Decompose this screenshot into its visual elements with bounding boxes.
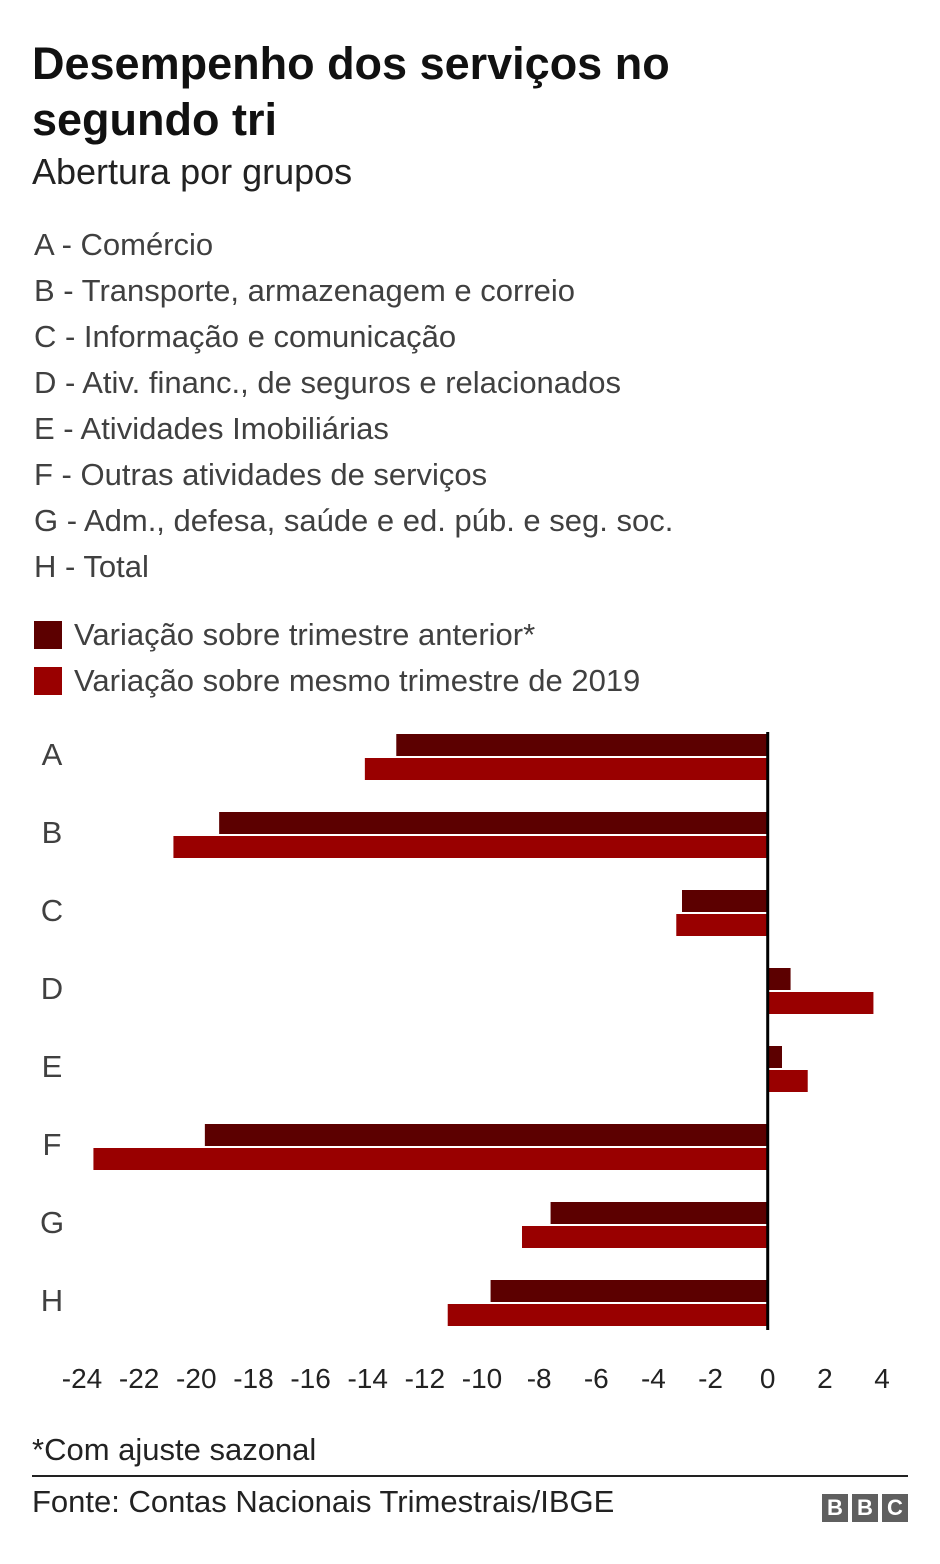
legend-label-same-quarter-2019: Variação sobre mesmo trimestre de 2019 <box>74 663 641 698</box>
category-label-f: F <box>42 1127 62 1163</box>
bar-h-series-1 <box>491 1280 768 1302</box>
bar-f-series-2 <box>93 1148 767 1170</box>
legend-swatch-prev-quarter <box>34 621 62 649</box>
legend-item-prev-quarter <box>34 612 640 658</box>
x-tick-label: -6 <box>583 1363 609 1394</box>
legend-swatch-same-quarter-2019 <box>34 667 62 695</box>
bbc-logo <box>818 1494 908 1522</box>
group-key-item: C - Informação e comunicação <box>34 319 457 354</box>
x-tick-label: -2 <box>698 1363 724 1394</box>
chart-subtitle: Abertura por grupos <box>32 151 353 192</box>
logo-letter: B <box>852 1494 878 1522</box>
bar-f-series-1 <box>205 1124 768 1146</box>
category-label-b: B <box>41 815 63 851</box>
bar-d-series-1 <box>768 968 791 990</box>
bar-b-series-1 <box>219 812 768 834</box>
bar-e-series-2 <box>768 1070 808 1092</box>
footnote: *Com ajuste sazonal <box>32 1432 317 1467</box>
category-label-d: D <box>40 971 64 1007</box>
x-tick-label: -10 <box>461 1363 503 1394</box>
category-label-e: E <box>41 1049 63 1085</box>
category-label-g: G <box>39 1205 65 1241</box>
category-label-h: H <box>40 1283 64 1319</box>
group-key-item: H - Total <box>34 549 149 584</box>
x-tick-label: -24 <box>61 1363 103 1394</box>
bar-g-series-2 <box>522 1226 768 1248</box>
source-text: Fonte: Contas Nacionais Trimestrais/IBGE <box>32 1484 615 1519</box>
footer-divider <box>32 1475 908 1477</box>
bar-chart <box>0 720 940 1400</box>
group-key-item: D - Ativ. financ., de seguros e relacionados <box>34 365 622 400</box>
bar-a-series-1 <box>396 734 767 756</box>
group-key-item: A - Comércio <box>34 227 214 262</box>
bar-b-series-2 <box>173 836 767 858</box>
x-tick-label: -18 <box>233 1363 274 1394</box>
group-key-item: F - Outras atividades de serviços <box>34 457 488 492</box>
x-tick-label: 2 <box>817 1363 833 1394</box>
x-tick-label: -22 <box>118 1363 160 1394</box>
x-tick-label: -20 <box>176 1363 217 1394</box>
bar-c-series-2 <box>676 914 767 936</box>
bar-h-series-2 <box>448 1304 768 1326</box>
x-tick-label: -4 <box>640 1363 666 1394</box>
chart-title: Desempenho dos serviços no segundo tri <box>32 38 670 145</box>
x-tick-label: -12 <box>404 1363 446 1394</box>
category-label-a: A <box>41 737 63 773</box>
group-key-list <box>34 222 673 590</box>
legend-label-prev-quarter: Variação sobre trimestre anterior* <box>74 617 536 652</box>
legend-item-same-quarter-2019 <box>34 658 640 704</box>
group-key-item: E - Atividades Imobiliárias <box>34 411 389 446</box>
category-label-c: C <box>40 893 64 929</box>
x-tick-label: 0 <box>759 1363 776 1394</box>
x-tick-label: -14 <box>347 1363 388 1394</box>
bar-e-series-1 <box>768 1046 782 1068</box>
group-key-item: G - Adm., defesa, saúde e ed. púb. e seg. soc. <box>34 503 674 538</box>
logo-letter: B <box>822 1494 848 1522</box>
group-key-item: B - Transporte, armazenagem e correio <box>34 273 576 308</box>
bar-c-series-1 <box>682 890 768 912</box>
logo-letter: C <box>882 1494 908 1522</box>
bar-g-series-1 <box>551 1202 768 1224</box>
x-tick-label: -16 <box>290 1363 331 1394</box>
chart-legend <box>34 612 640 704</box>
bar-a-series-2 <box>365 758 768 780</box>
x-tick-label: -8 <box>526 1363 552 1394</box>
x-tick-label: 4 <box>874 1363 890 1394</box>
bar-d-series-2 <box>768 992 874 1014</box>
